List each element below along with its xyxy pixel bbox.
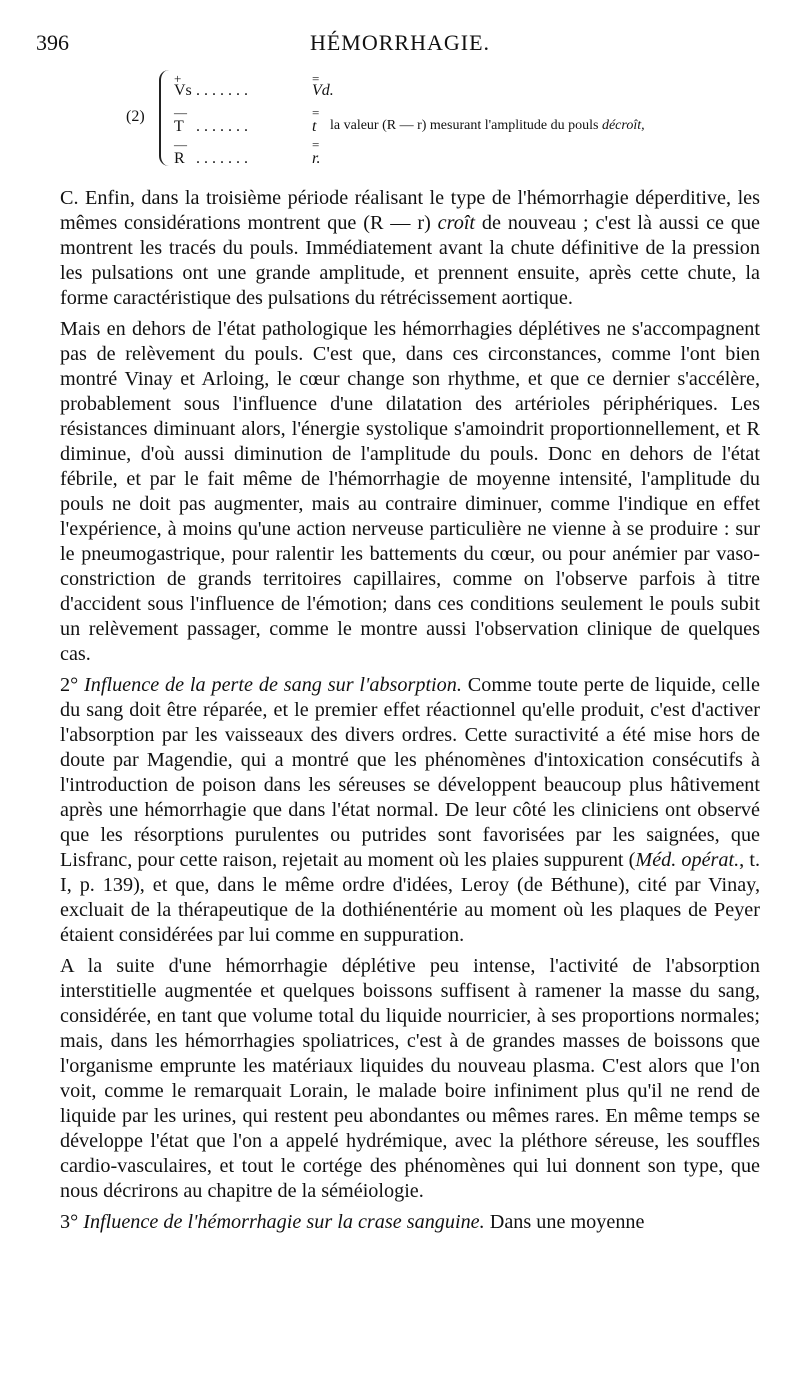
leader-dots: ....... xyxy=(196,150,252,167)
sign-mark: — xyxy=(174,137,187,152)
equals-mark: = xyxy=(312,71,320,86)
formula-symbol: T xyxy=(174,118,184,135)
formula-block xyxy=(126,70,766,170)
running-title: HÉMORRHAGIE. xyxy=(309,30,491,55)
paragraph: A la suite d'une hémorrhagie déplétive peu intense, l'activité de l'absorption interstitielle augmentée et quelques boissons suffisent à ramener la masse du sang, considérée, en tant que volume total du liquide nourricier, à ses proportions normales; mais, dans les hémorrhagies spoliatrices, c'est à de grandes masses de boissons que l'organisme emprunte les matériaux liquides du nouveau plasma. C'est alors que l'on voit, comme le remarquait Lorain, le malade boire infiniment plus qu'il ne rend de liquide par les urines, qui restent peu abondantes ou mêmes rares. En même temps se développe l'état que l'on a appelé hydrémique, avec la pléthore séreuse, les souffles cardio-vasculaires, et tout le cortége des phénomènes qui lui donnent son type, que nous décrirons au chapitre de la séméiologie. xyxy=(60,955,760,1202)
leader-dots: ....... xyxy=(196,82,252,99)
formula-symbol: R xyxy=(174,150,185,167)
section-heading: Influence de la perte de sang sur l'absorption. xyxy=(84,674,462,696)
section-paragraph: 3° Influence de l'hémorrhagie sur la crase sanguine. Dans une moyenne xyxy=(60,1211,645,1233)
formula-rhs: t xyxy=(312,118,317,135)
formula-label: (2) xyxy=(126,108,145,125)
equals-mark: = xyxy=(312,137,320,152)
page-number: 396 xyxy=(36,30,69,55)
paragraph: C. Enfin, dans la troisième période réalisant le type de l'hémorrhagie déperditive, les mêmes considérations montrent que (R — r) croît de nouveau ; c'est là aussi ce que montrent les tracés du pouls. Immédiatement avant la chute définitive de la pression les pulsations ont une grande amplitude, et prennent ensuite, après cette chute, la forme caractéristique des pulsations du rétrécissement aortique. xyxy=(60,187,760,309)
brace-symbol xyxy=(159,70,171,166)
page-header xyxy=(36,30,766,60)
formula-note: la valeur (R — r) mesurant l'amplitude du pouls décroît, xyxy=(330,118,645,133)
formula-rhs: r. xyxy=(312,150,321,167)
sign-mark: — xyxy=(174,105,187,120)
formula-row-r xyxy=(174,137,754,170)
paragraph: Mais en dehors de l'état pathologique les hémorrhagies déplétives ne s'accompagnent pas de relèvement du pouls. C'est que, dans ces circonstances, comme l'ont bien montré Vinay et Arloing, le cœur change son rhythme, et que ce dernier s'accélère, probablement sous l'influence d'une dilatation des artérioles périphériques. Les résistances diminuant alors, l'énergie systolique s'amoindrit proportionnellement, et R diminue, d'où aussi diminution de l'amplitude du pouls. Donc en dehors de l'état fébrile, et par le fait même de l'hémorrhagie de moyenne intensité, l'amplitude du pouls ne doit pas augmenter, mais au contraire diminuer, comme l'indique en effet l'expérience, à moins qu'une action nerveuse particulière ne vienne à se produire : sur le pneumogastrique, pour ralentir les battements du cœur, ou pour anémier par vaso-constriction de grands territoires capillaires, comme on l'observe parfois à titre d'accident sous l'influence de l'émotion; dans ces conditions seulement le pouls subit un relèvement passager, comme le montre aussi l'observation clinique de quelques cas. xyxy=(60,318,760,665)
formula-row-t xyxy=(174,105,754,138)
formula-rhs: Vd. xyxy=(312,82,334,99)
section-paragraph: 2° Influence de la perte de sang sur l'absorption. Comme toute perte de liquide, celle du sang doit être réparée, et le premier effet réactionnel qu'elle produit, c'est d'activer l'absorption par les vaisseaux des divers ordres. Cette suractivité a été mise hors de doute par Magendie, qui a montré que les phénomènes d'intoxication consécutifs à l'introduction de poison dans les séreuses se développent beaucoup plus hâtivement après une hémorrhagie que dans l'état normal. De leur côté les cliniciens ont observé que les résorptions purulentes ou putrides sont favorisées par les saignées, que Lisfranc, pour cette raison, rejetait au moment où les plaies suppurent (Méd. opérat., t. I, p. 139), et que, dans le même ordre d'idées, Leroy (de Béthune), cité par Vinay, excluait de la thérapeutique de la dothiénentérie au moment où les plaques de Peyer étaient considérées par lui comme en suppuration. xyxy=(60,674,760,946)
body-text xyxy=(60,186,760,1241)
leader-dots: ....... xyxy=(196,118,252,135)
formula-symbol: Vs xyxy=(174,82,192,99)
equals-mark: = xyxy=(312,105,320,120)
citation: Méd. opérat. xyxy=(635,849,740,871)
formula-row-vs xyxy=(174,71,754,102)
sign-mark: + xyxy=(174,71,182,86)
section-heading: Influence de l'hémorrhagie sur la crase sanguine. xyxy=(83,1211,485,1233)
